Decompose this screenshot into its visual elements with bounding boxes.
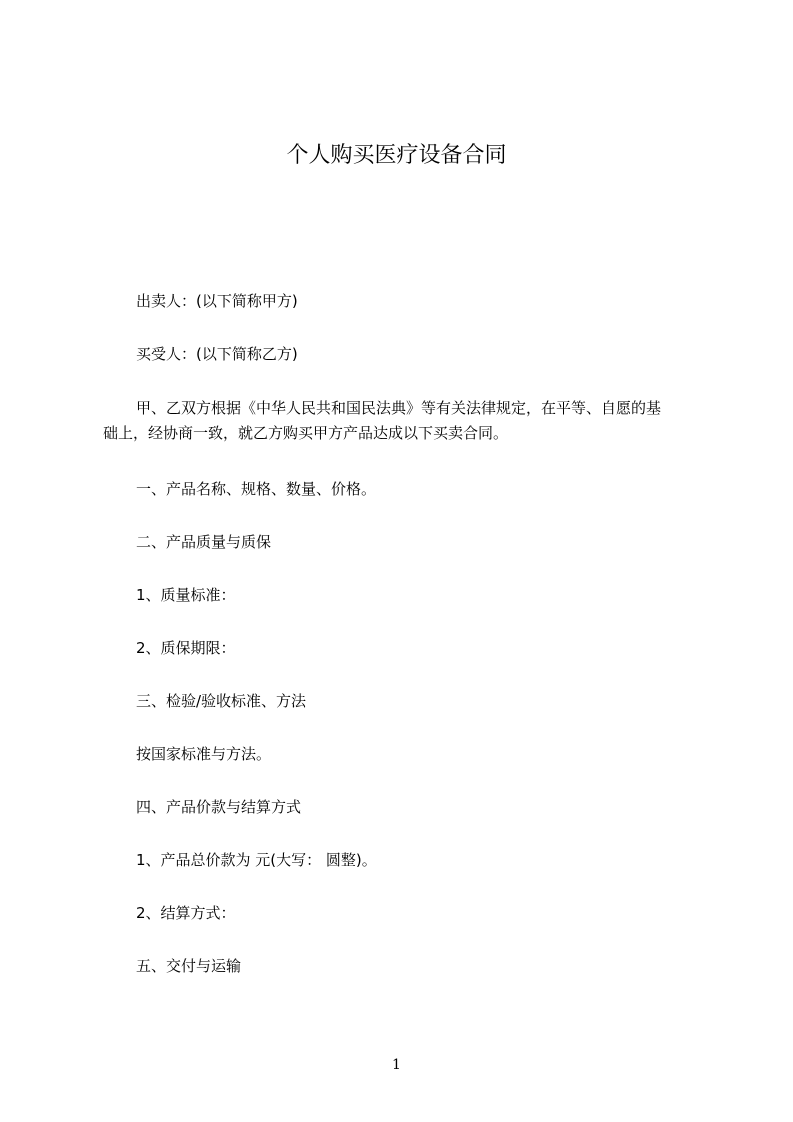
total-price-item: 1、产品总价款为 元(大写： 圆整)。 — [136, 851, 377, 869]
settlement-method-item: 2、结算方式： — [136, 904, 236, 922]
intro-line-2: 础上，经协商一致，就乙方购买甲方产品达成以下买卖合同。 — [103, 424, 509, 442]
seller-line: 出卖人：(以下简称甲方) — [136, 292, 298, 310]
document-title: 个人购买医疗设备合同 — [286, 143, 507, 168]
intro-paragraph — [103, 396, 703, 446]
buyer-line: 买受人：(以下简称乙方) — [136, 345, 298, 363]
section-price-settlement: 四、产品价款与结算方式 — [136, 798, 302, 816]
intro-line-1: 甲、乙双方根据《中华人民共和国民法典》等有关法律规定，在平等、自愿的基 — [136, 399, 662, 417]
section-delivery-transport: 五、交付与运输 — [136, 957, 242, 975]
quality-standard-item: 1、质量标准： — [136, 586, 236, 604]
page-number: 1 — [392, 1057, 401, 1073]
section-inspection: 三、检验/验收标准、方法 — [136, 692, 307, 710]
inspection-method-text: 按国家标准与方法。 — [136, 745, 272, 763]
section-quality-warranty: 二、产品质量与质保 — [136, 533, 272, 551]
warranty-period-item: 2、质保期限： — [136, 639, 236, 657]
section-product-info: 一、产品名称、规格、数量、价格。 — [136, 480, 377, 498]
